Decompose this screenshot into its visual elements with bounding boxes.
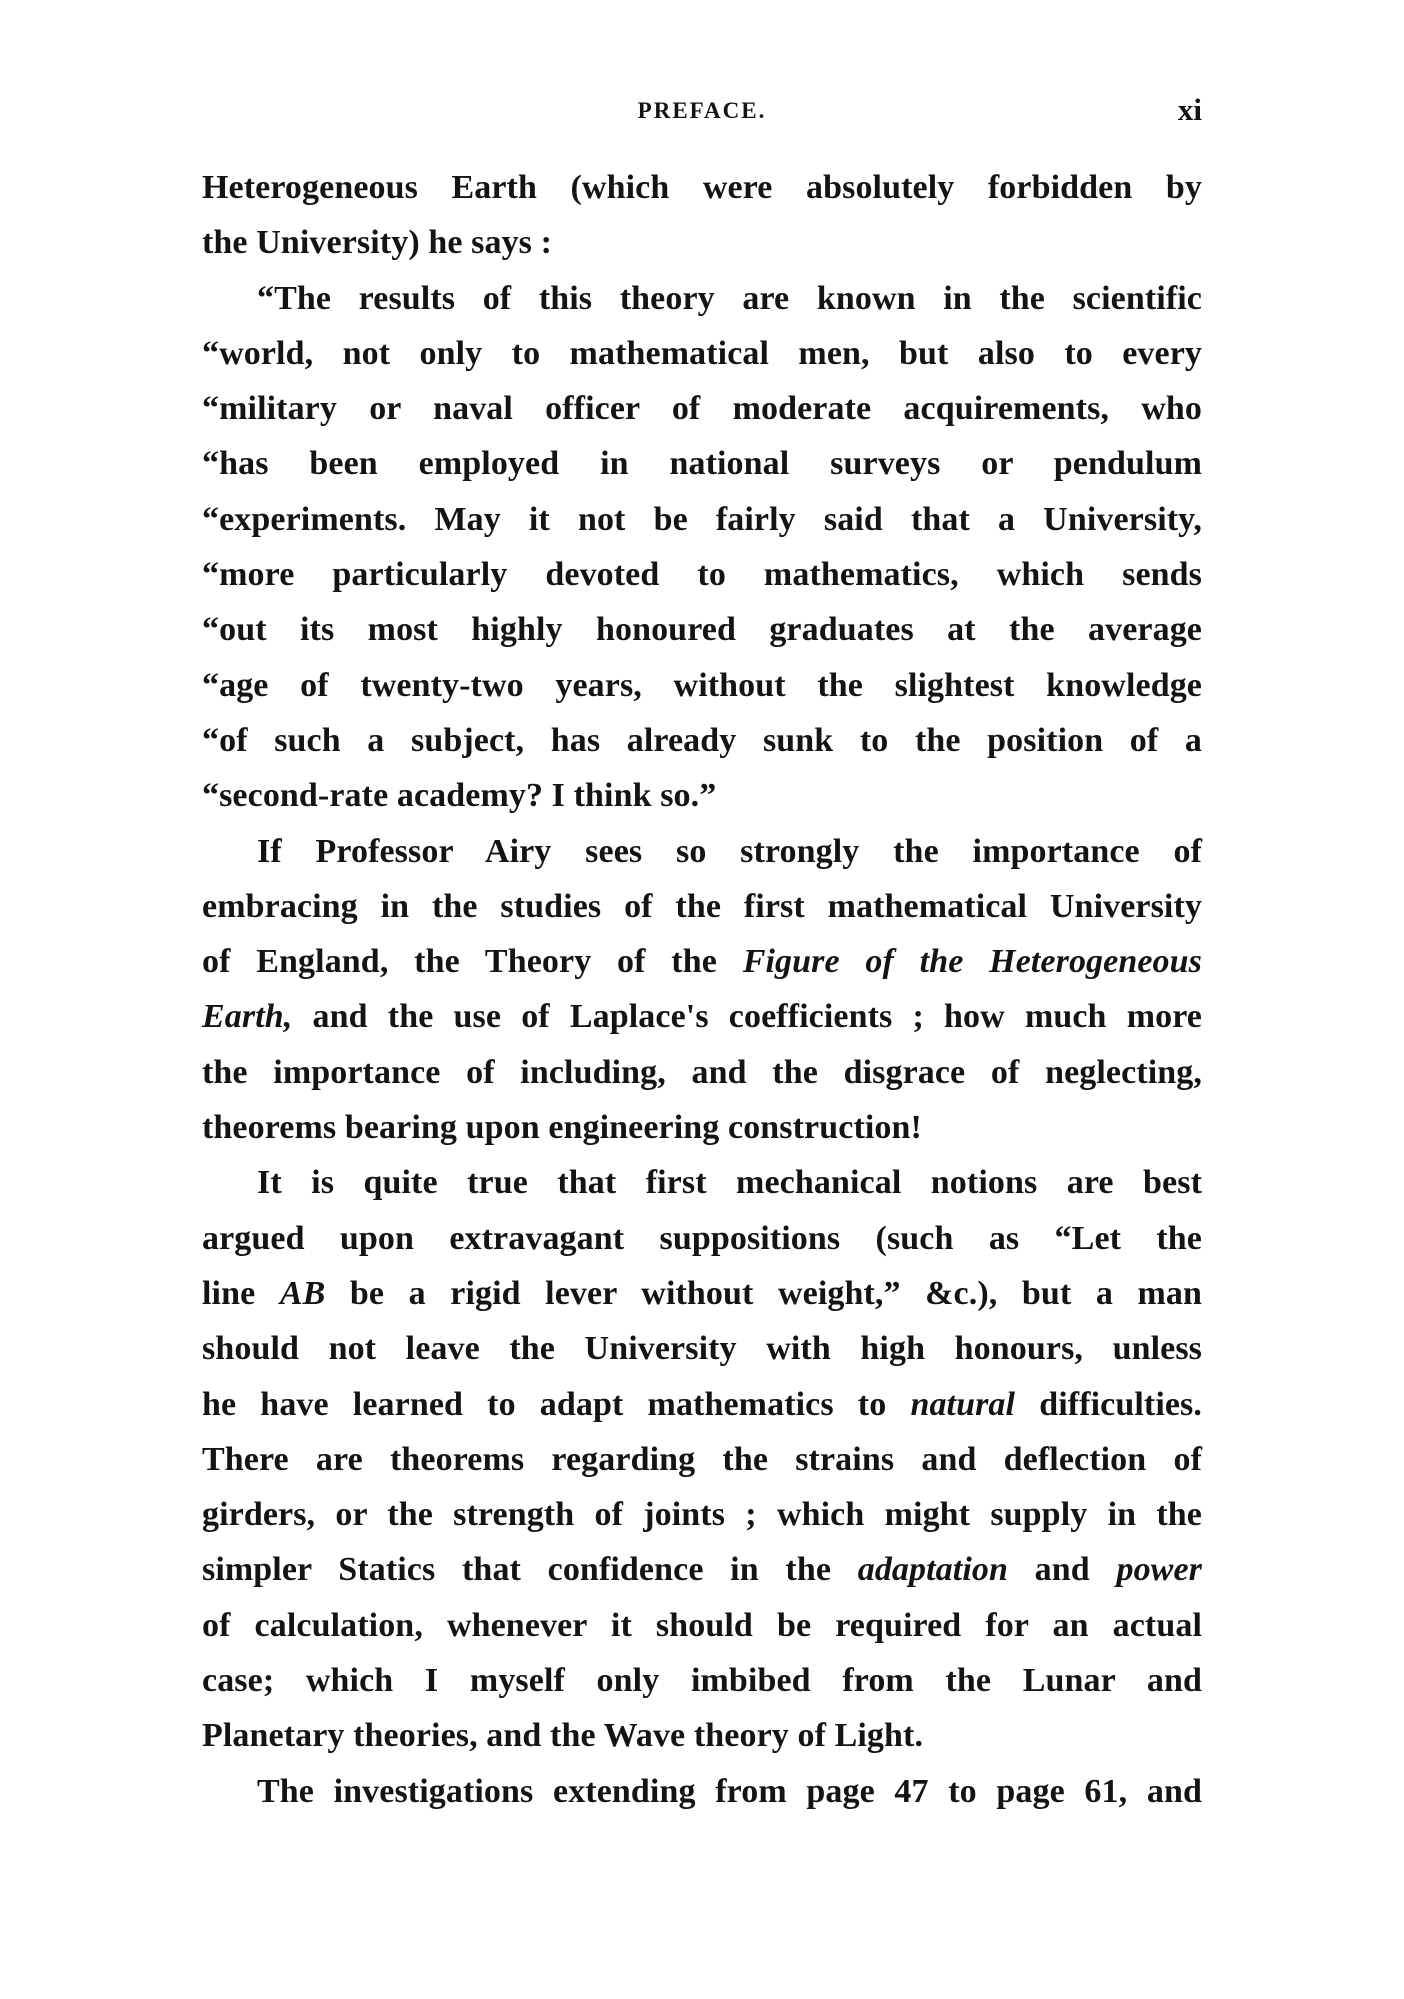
text-line bbox=[202, 934, 1202, 989]
italic-word: adaptation bbox=[857, 1551, 1008, 1589]
quote-line: “age of twenty-two years, without the slightest knowledge bbox=[202, 666, 1202, 704]
text-line: the University) he says : bbox=[202, 224, 553, 262]
text-span: difficulties. bbox=[1039, 1385, 1202, 1423]
text-line bbox=[202, 1377, 1202, 1432]
quote-line: “out its most highly honoured graduates at the average bbox=[202, 611, 1202, 649]
text-line: embracing in the studies of the first mathematical University bbox=[202, 887, 1202, 925]
text-span: simpler Statics that confidence in the bbox=[202, 1551, 832, 1589]
quote-line: “world, not only to mathematical men, but also to every bbox=[202, 334, 1202, 372]
text-span: and the use of Laplace's coefficients ; how much more bbox=[312, 998, 1202, 1036]
body-text bbox=[202, 160, 1202, 1819]
italic-variable: AB bbox=[279, 1274, 326, 1312]
text-line: theorems bearing upon engineering construction! bbox=[202, 1109, 922, 1147]
text-line bbox=[202, 989, 1202, 1044]
page-number: xi bbox=[1177, 92, 1202, 127]
text-line: Heterogeneous Earth (which were absolutely forbidden by bbox=[202, 169, 1202, 206]
text-line: case; which I myself only imbibed from the Lunar and bbox=[202, 1662, 1202, 1700]
quote-line: “military or naval officer of moderate acquirements, who bbox=[202, 390, 1202, 428]
quote-line: “The results of this theory are known in the scientific bbox=[257, 279, 1202, 317]
quote-line: “has been employed in national surveys or pendulum bbox=[202, 445, 1202, 483]
text-span: and bbox=[1034, 1551, 1090, 1589]
italic-title: Figure of the Heterogeneous bbox=[742, 943, 1202, 981]
quote-line: “of such a subject, has already sunk to the position of a bbox=[202, 721, 1202, 759]
text-line: If Professor Airy sees so strongly the importance of bbox=[257, 832, 1202, 870]
italic-word: power bbox=[1116, 1551, 1202, 1589]
quote-line: “experiments. May it not be fairly said that a University, bbox=[202, 500, 1202, 538]
text-line: It is quite true that first mechanical notions are best bbox=[257, 1164, 1202, 1202]
header-title: PREFACE. bbox=[637, 98, 767, 123]
text-line: argued upon extravagant suppositions (such as “Let the bbox=[202, 1219, 1202, 1257]
text-line: Planetary theories, and the Wave theory of Light. bbox=[202, 1717, 924, 1755]
italic-word: natural bbox=[910, 1385, 1016, 1423]
text-line bbox=[202, 1542, 1202, 1597]
text-span: he have learned to adapt mathematics to bbox=[202, 1385, 887, 1423]
italic-title: Earth, bbox=[202, 998, 293, 1036]
text-line bbox=[202, 1266, 1202, 1321]
quote-line: “second-rate academy? I think so.” bbox=[202, 777, 717, 815]
running-head bbox=[202, 92, 1202, 132]
text-line: The investigations extending from page 47 to page 61, and bbox=[257, 1772, 1202, 1810]
text-line: There are theorems regarding the strains and deflection of bbox=[202, 1440, 1202, 1478]
text-line: girders, or the strength of joints ; which might supply in the bbox=[202, 1496, 1202, 1534]
quote-line: “more particularly devoted to mathematics, which sends bbox=[202, 556, 1202, 594]
text-span: of England, the Theory of the bbox=[202, 943, 717, 981]
text-span: line bbox=[202, 1274, 256, 1312]
text-line: of calculation, whenever it should be required for an actual bbox=[202, 1606, 1202, 1644]
text-span: be a rigid lever without weight,” &c.), but a man bbox=[349, 1274, 1202, 1312]
text-line: the importance of including, and the disgrace of neglecting, bbox=[202, 1053, 1202, 1091]
text-line: should not leave the University with high honours, unless bbox=[202, 1330, 1202, 1368]
